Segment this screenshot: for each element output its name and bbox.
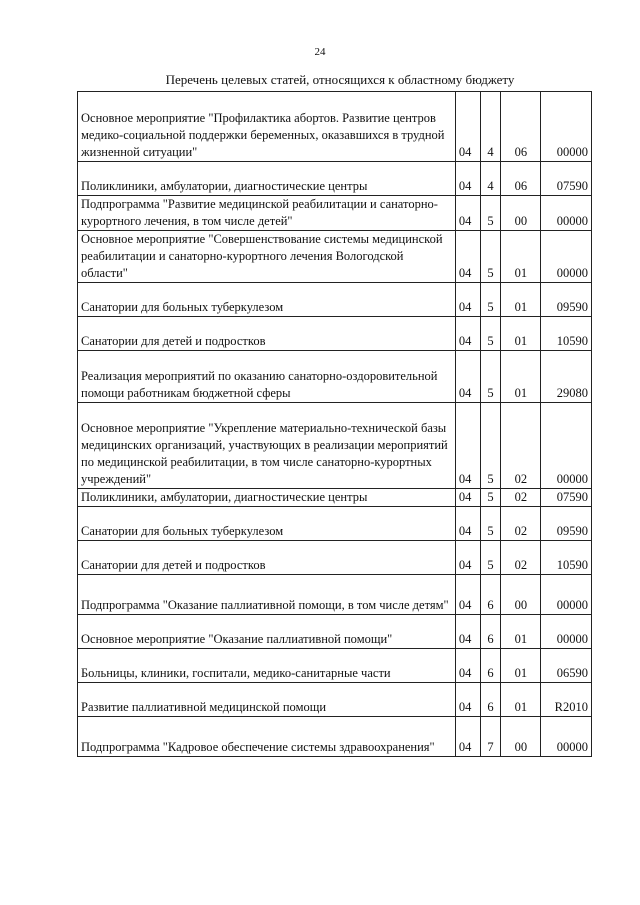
article-name-cell: Санатории для детей и подростков: [78, 541, 456, 575]
code-section-cell: 04: [455, 717, 480, 757]
code-direction-cell: 00000: [541, 92, 592, 162]
table-row: [78, 162, 592, 196]
code-program-cell: 5: [480, 283, 501, 317]
table-body: [78, 92, 592, 757]
code-subprogram-cell: 02: [501, 507, 541, 541]
code-subprogram-cell: 01: [501, 351, 541, 403]
code-section-cell: 04: [455, 683, 480, 717]
code-direction-cell: 10590: [541, 317, 592, 351]
code-direction-cell: 00000: [541, 231, 592, 283]
budget-articles-table: [77, 91, 592, 757]
code-program-cell: 5: [480, 231, 501, 283]
table-row: [78, 283, 592, 317]
code-program-cell: 6: [480, 683, 501, 717]
code-direction-cell: 09590: [541, 507, 592, 541]
table-row: [78, 507, 592, 541]
code-program-cell: 5: [480, 351, 501, 403]
code-subprogram-cell: 01: [501, 683, 541, 717]
page-number: 24: [314, 46, 326, 58]
code-section-cell: 04: [455, 196, 480, 231]
table-row: [78, 317, 592, 351]
code-section-cell: 04: [455, 162, 480, 196]
code-direction-cell: 00000: [541, 575, 592, 615]
article-name-cell: Основное мероприятие "Профилактика абортов. Развитие центров медико-социальной поддержки беременных, оказавшихся в трудной жизненной ситуации": [78, 92, 456, 162]
code-subprogram-cell: 06: [501, 92, 541, 162]
table-row: [78, 196, 592, 231]
table-row: [78, 615, 592, 649]
code-section-cell: 04: [455, 351, 480, 403]
code-direction-cell: 07590: [541, 162, 592, 196]
article-name-cell: Подпрограмма "Развитие медицинской реабилитации и санаторно-курортного лечения, в том числе детей": [78, 196, 456, 231]
table-row: [78, 351, 592, 403]
code-program-cell: 5: [480, 403, 501, 489]
code-subprogram-cell: 01: [501, 317, 541, 351]
code-subprogram-cell: 00: [501, 717, 541, 757]
table-row: [78, 231, 592, 283]
code-section-cell: 04: [455, 649, 480, 683]
code-program-cell: 5: [480, 541, 501, 575]
article-name-cell: Основное мероприятие "Укрепление материально-технической базы медицинских организаций, участвующих в реализации мероприятий по медицинской реабилитации, в том числе санаторно-курортных учреждений": [78, 403, 456, 489]
article-name-cell: Реализация мероприятий по оказанию санаторно-оздоровительной помощи работникам бюджетной сферы: [78, 351, 456, 403]
code-program-cell: 4: [480, 162, 501, 196]
article-name-cell: Подпрограмма "Кадровое обеспечение системы здравоохранения": [78, 717, 456, 757]
code-section-cell: 04: [455, 403, 480, 489]
article-name-cell: Основное мероприятие "Оказание паллиативной помощи": [78, 615, 456, 649]
article-name-cell: Подпрограмма "Оказание паллиативной помощи, в том числе детям": [78, 575, 456, 615]
article-name-cell: Санатории для больных туберкулезом: [78, 507, 456, 541]
code-direction-cell: 09590: [541, 283, 592, 317]
code-direction-cell: 29080: [541, 351, 592, 403]
code-section-cell: 04: [455, 92, 480, 162]
code-subprogram-cell: 06: [501, 162, 541, 196]
table-row: [78, 92, 592, 162]
code-section-cell: 04: [455, 507, 480, 541]
code-direction-cell: 00000: [541, 717, 592, 757]
table-row: [78, 403, 592, 489]
code-program-cell: 6: [480, 649, 501, 683]
code-subprogram-cell: 02: [501, 403, 541, 489]
code-section-cell: 04: [455, 317, 480, 351]
code-direction-cell: 07590: [541, 489, 592, 507]
code-section-cell: 04: [455, 231, 480, 283]
code-subprogram-cell: 00: [501, 575, 541, 615]
table-row: [78, 541, 592, 575]
code-subprogram-cell: 02: [501, 489, 541, 507]
code-direction-cell: 00000: [541, 196, 592, 231]
table-row: [78, 683, 592, 717]
code-subprogram-cell: 01: [501, 615, 541, 649]
table-row: [78, 575, 592, 615]
code-section-cell: 04: [455, 615, 480, 649]
article-name-cell: Санатории для больных туберкулезом: [78, 283, 456, 317]
code-program-cell: 5: [480, 196, 501, 231]
code-program-cell: 6: [480, 615, 501, 649]
code-program-cell: 4: [480, 92, 501, 162]
article-name-cell: Развитие паллиативной медицинской помощи: [78, 683, 456, 717]
table-row: [78, 717, 592, 757]
code-section-cell: 04: [455, 283, 480, 317]
code-direction-cell: 06590: [541, 649, 592, 683]
article-name-cell: Больницы, клиники, госпитали, медико-санитарные части: [78, 649, 456, 683]
code-direction-cell: R2010: [541, 683, 592, 717]
document-title: Перечень целевых статей, относящихся к областному бюджету: [165, 72, 515, 87]
code-subprogram-cell: 01: [501, 231, 541, 283]
code-program-cell: 6: [480, 575, 501, 615]
code-subprogram-cell: 01: [501, 283, 541, 317]
code-program-cell: 7: [480, 717, 501, 757]
code-program-cell: 5: [480, 507, 501, 541]
table-row: [78, 649, 592, 683]
article-name-cell: Основное мероприятие "Совершенствование системы медицинской реабилитации и санаторно-курортного лечения Вологодской области": [78, 231, 456, 283]
article-name-cell: Санатории для детей и подростков: [78, 317, 456, 351]
code-direction-cell: 10590: [541, 541, 592, 575]
code-subprogram-cell: 01: [501, 649, 541, 683]
code-section-cell: 04: [455, 541, 480, 575]
article-name-cell: Поликлиники, амбулатории, диагностические центры: [78, 489, 456, 507]
code-section-cell: 04: [455, 575, 480, 615]
code-subprogram-cell: 02: [501, 541, 541, 575]
code-section-cell: 04: [455, 489, 480, 507]
table-row: [78, 489, 592, 507]
code-direction-cell: 00000: [541, 403, 592, 489]
code-program-cell: 5: [480, 489, 501, 507]
code-direction-cell: 00000: [541, 615, 592, 649]
code-subprogram-cell: 00: [501, 196, 541, 231]
article-name-cell: Поликлиники, амбулатории, диагностические центры: [78, 162, 456, 196]
code-program-cell: 5: [480, 317, 501, 351]
